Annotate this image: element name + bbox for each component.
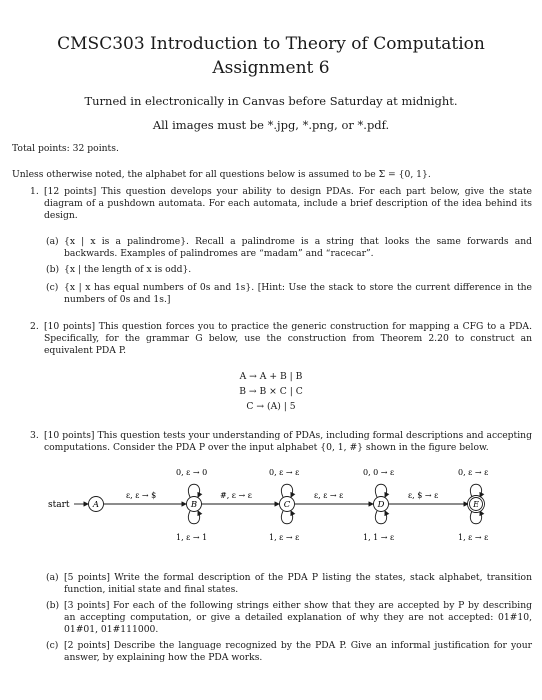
- q1-part-c-text: {x | x has equal numbers of 0s and 1s}. [Hint: Use the stack to store the current difference in the numbers of 0s and 1s.]: [64, 282, 532, 306]
- submission-note: Turned in electronically in Canvas before Saturday at midnight.: [84, 94, 458, 108]
- edge-label-c-d: ε, ε → ε: [314, 491, 344, 500]
- edge-label-b-c: #, ε → ε: [220, 491, 252, 500]
- edge-label-d-e: ε, $ → ε: [408, 491, 439, 500]
- q3-intro: [10 points] This question tests your understanding of PDAs, including formal descriptions and accepting computations. Consider the PDA P over the input alphabet {0, 1, #} shown in the figure below.: [44, 430, 532, 454]
- q1-part-b-label: (b): [46, 264, 60, 275]
- state-b-label: B: [190, 500, 198, 510]
- document-subtitle: Assignment 6: [212, 58, 330, 78]
- edge-label-a-b: ε, ε → $: [126, 491, 157, 500]
- state-c-label: C: [283, 500, 291, 510]
- q2-intro: [10 points] This question forces you to practice the generic construction for mapping a CFG to a PDA. Specifically, for the grammar G below, use the construction from Theorem 2.20 to construct an equivalent PDA P.: [44, 321, 532, 357]
- q1-part-c-label: (c): [46, 282, 59, 293]
- loop-bottom-d: [375, 511, 386, 524]
- image-format-note: All images must be *.jpg, *.png, or *.pdf.: [152, 118, 390, 132]
- q3-part-a-label: (a): [46, 572, 59, 583]
- loop-bottom-label-c: 1, ε → ε: [269, 533, 300, 542]
- loop-bottom-label-d: 1, 1 → ε: [363, 533, 395, 542]
- q1-part-a-text: {x | x is a palindrome}. Recall a palindrome is a string that looks the same forwards and backwards. Examples of palindromes are “madam” and “racecar”.: [64, 236, 532, 260]
- q3-number: 3.: [30, 430, 39, 441]
- state-e-label: E: [473, 500, 479, 509]
- loop-bottom-label-e: 1, ε → ε: [458, 533, 489, 542]
- q3-part-b-text: [3 points] For each of the following strings either show that they are accepted by P by describing an accepting computation, or give a detailed explanation of why they are not accepted: 01#10, 01#01, 01#111000.: [64, 600, 532, 636]
- loop-top-label-e: 0, ε → ε: [458, 468, 489, 477]
- loop-bottom-b: [188, 511, 199, 524]
- loop-top-label-b: 0, ε → 0: [176, 468, 208, 477]
- q1-part-a-label: (a): [46, 236, 59, 247]
- loop-top-d: [375, 484, 386, 497]
- loop-top-label-d: 0, 0 → ε: [363, 468, 395, 477]
- loop-bottom-c: [281, 511, 292, 524]
- alphabet-note: Unless otherwise noted, the alphabet for all questions below is assumed to be Σ = {0, 1}.: [12, 169, 431, 180]
- q3-part-c-label: (c): [46, 640, 59, 651]
- loop-top-c: [281, 484, 292, 497]
- q1-part-b-text: {x | the length of x is odd}.: [64, 264, 192, 275]
- q1-number: 1.: [30, 186, 39, 197]
- q3-part-a-text: [5 points] Write the formal description of the PDA P listing the states, stack alphabet, transition function, initial state and final states.: [64, 572, 532, 596]
- total-points: Total points: 32 points.: [12, 143, 119, 154]
- loop-top-label-c: 0, ε → ε: [269, 468, 300, 477]
- pda-diagram: [0, 462, 542, 562]
- grammar-rule-a: A → A + B | B: [239, 371, 303, 382]
- loop-top-b: [188, 484, 199, 497]
- q2-number: 2.: [30, 321, 39, 332]
- loop-bottom-label-b: 1, ε → 1: [176, 533, 208, 542]
- q3-part-c-text: [2 points] Describe the language recognized by the PDA P. Give an informal justification for your answer, by explaining how the PDA works.: [64, 640, 532, 664]
- grammar-rule-b: B → B × C | C: [239, 386, 303, 397]
- q3-part-b-label: (b): [46, 600, 60, 611]
- grammar-rule-c: C → (A) | 5: [246, 401, 296, 412]
- q1-intro: [12 points] This question develops your ability to design PDAs. For each part below, give the state diagram of a pushdown automata. For each automata, include a brief description of the idea behind its design.: [44, 186, 532, 222]
- document-title: CMSC303 Introduction to Theory of Computation: [57, 34, 485, 54]
- start-label: start: [48, 500, 70, 510]
- state-d-label: D: [377, 500, 385, 510]
- state-a-label: A: [92, 500, 100, 510]
